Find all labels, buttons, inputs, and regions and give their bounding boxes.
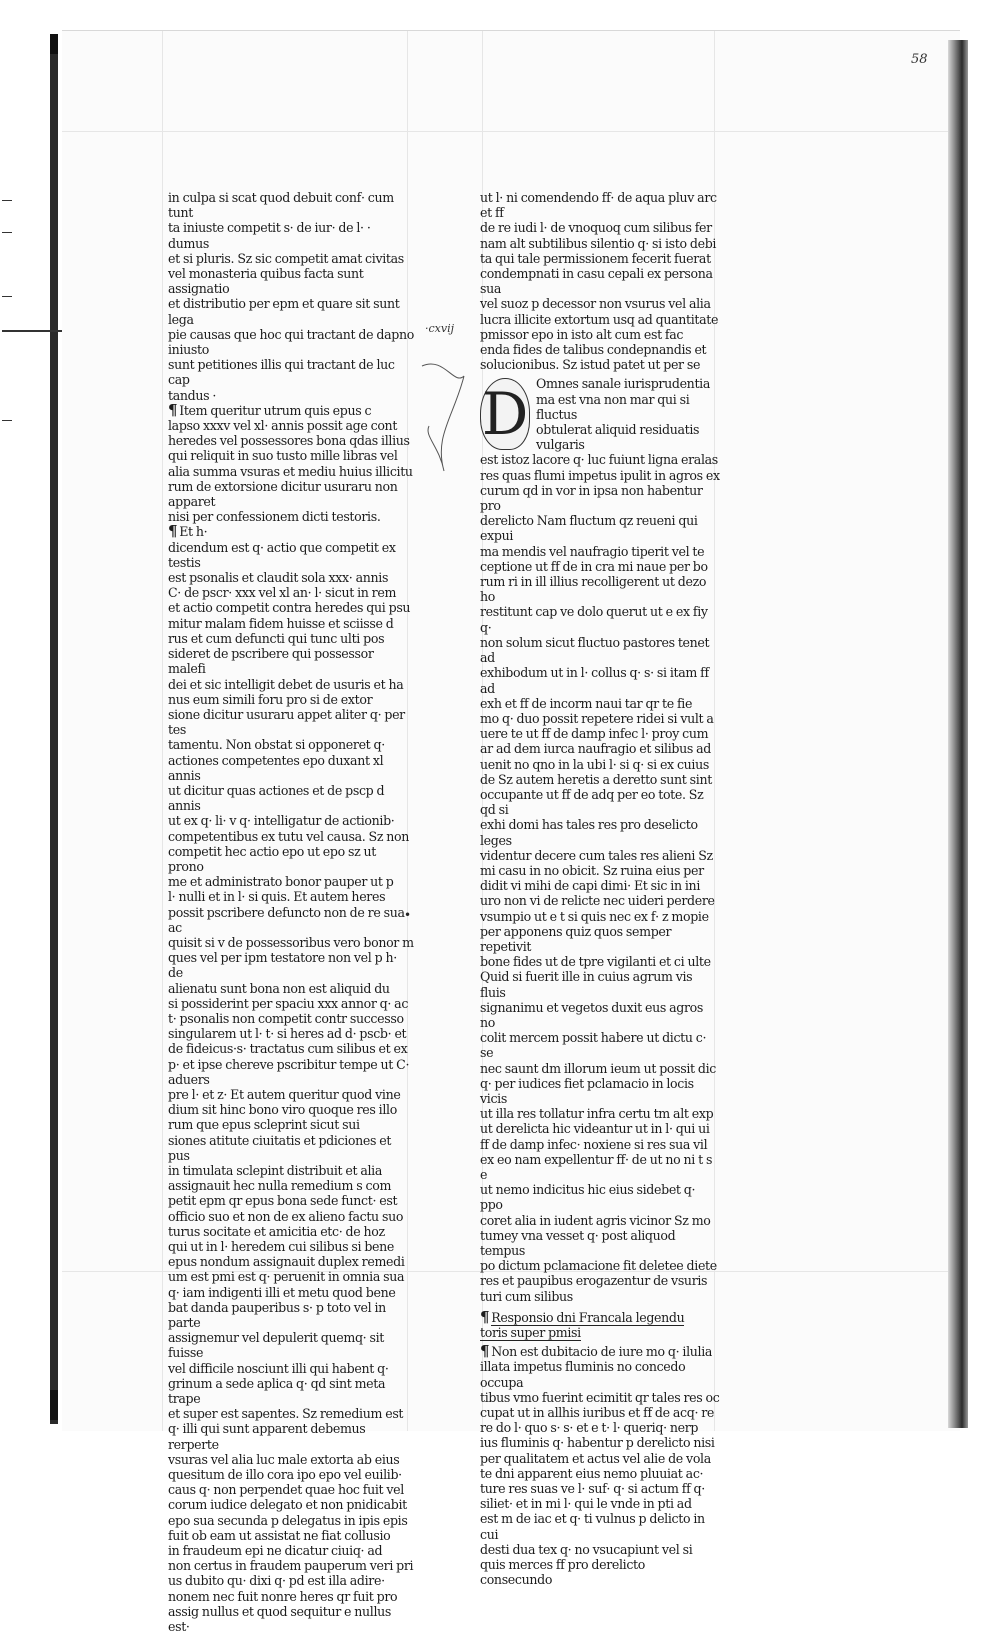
edge-mark [2,232,12,233]
paragraph-mark-icon: ¶ [480,1342,490,1361]
right-text-column [480,190,720,1587]
right-intro: ut l· ni comendendo ff· de aqua pluv arc et ff de re iudi l· de vnoquoq cum silibus fer nam alt subtilibus silentio q· si isto debi ta qui tale permissionem fecerit fuerat condempnati in casu cepali ex persona sua vel suoz p decessor non vsurus vel alia lucra illicite extortum usq ad quantitate pmissor epo in isto alt cum est fac enda fides de talibus condepnandis et solucionibus. Sz istud patet ut per se [480,190,719,373]
response-body [480,1344,720,1587]
chapter-body-text: Omnes sanale iurisprudentia ma est vna non mar qui si fluctus obtulerat aliquid residuatis vulgaris est istoz lacore q· luc fuiunt ligna eralas res quas flumi impetus ipulit in agros ex curum qd in vor in ipsa non habentur pro derelicto Nam fluctum qz reueni qui expui ma mendis vel naufragio tiperit vel te ceptione ut ff de in cra mi naue per bo rum ri in ill illius recolligerent ut dezo ho restitunt cap ve dolo querut ut e ex fiy q· non solum sicut fluctuo pastores tenet ad exhibodum ut in l· collus q· s· si itam ff ad exh et ff de incorm naui tar qr te fie mo q· duo possit repetere ridei si vult a uere te ut ff de damp infec l· proy cum ar ad dem iurca naufragio et silibus ad uenit no qno in la ubi l· si q· si ex cuius de Sz autem heretis a deretto sunt sint occupante ut ff de adq per eo tote. Sz qd si exhi domi has tales res pro deselicto leges videntur decere cum tales res alieni Sz mi casu in no obicit. Sz ruina eius per didit vi mihi de capi dimi· Et sic in ini uro non vi de relicte nec uideri perdere vsumpio ut e t si quis nec ex f· z mopie per apponens quiz quos semper repetivit bone fides ut de tpre vigilanti et ci ulte Quid si fuerit ille in cuius agrum vis fluis signanimu et vegetos duxit eus agros no colit mercem possit habere ut dictu c· se nec saunt dm illorum ieum ut possit dic q· per iudices fiet pclamacio in locis vicis ut illa res tollatur infra certu tm alt exp ut derelicta hic videantur ut in l· qui ui ff de damp infec· noxiene si res sua vil ex eo nam expellentur ff· de ut no ni t s e ut nemo indicitus hic eius sidebet q· ppo coret alia in iudent agris vicinor Sz mo tumey vna vesset q· post aliquod tempus po dictum pclamacione fit deletee diete res et paupibus erogazentur de vsuris turi cum silibus [480,376,720,1304]
edge-mark [2,420,12,421]
book-fore-edge [948,40,968,1428]
paragraph-mark-icon: ¶ [168,400,178,419]
paragraph-mark-icon: ¶ [480,1307,490,1326]
ruling-line [162,31,163,1431]
left-paragraph-2-text: Item queritur utrum quis epus c lapso xxxv vel xl· annis possit age cont heredes vel possessores bona qdas illius qui reliquit in suo tusto mille libras vel alia summa vsuras et mediu huius illicitu rum de extorsione dicitur usuraru non apparet nisi per confessionem dicti testoris. [168,402,413,525]
left-paragraph-2 [168,400,414,525]
ruling-line [62,131,960,132]
edge-mark [2,330,62,332]
chapter-body [480,376,720,1303]
edge-mark [2,200,12,201]
edge-mark [2,296,12,297]
folio-number: 58 [911,52,928,67]
chapter-number: ·cxvij [425,322,455,335]
rubric-text: Responsio dni Francala legendu toris super pmisi [480,1309,685,1341]
response-body-text: Non est dubitacio de iure mo q· ilulia illata impetus fluminis no concedo occupa tibus vmo fuerint ecimitit qr tales res oc cupat ut in allhis iuribus et ff de acq· re re do l· quo s· s· et e t· l· queriq· nerp ius fluminis q· habentur p derelicto nisi per qualitatem et actus vel alie de vola te dni apparent eius nemo pluuiat ac· ture res suas ve l· suf· q· si actum ff q· siliet· et in mi l· qui le vnde in pti ad est m de iac et q· ti vulnus p delicto in cui desti dua tex q· no vsucapiunt vel si quis merces ff pro derelicto consecundo [480,1344,720,1588]
paragraph-mark-icon: ¶ [168,522,178,541]
rubric-heading [480,1307,720,1341]
scan-margin [968,40,1000,1428]
left-text-column [168,190,414,1634]
margin-dot-icon: • [404,908,412,922]
left-paragraph-3 [168,524,414,1634]
binding-shadow-bottom [50,1390,58,1420]
initial-flourish-icon [414,336,484,476]
left-paragraph-1: in culpa si scat quod debuit conf· cum tunt ta iniuste competit s· de iur· de l· · dumus et si pluris. Sz sic competit amat civitas vel monasteria quibus facta sunt assignatio et distributio per epm et quare sit sunt lega pie causas que hoc qui tractant de dapno iniusto sunt petitiones illis qui tractant de luc cap tandus · [168,190,414,403]
binding-shadow-top [50,34,58,54]
previous-page-edge [0,0,62,1458]
left-paragraph-3-text: Et h· dicendum est q· actio que competit ex testis est psonalis et claudit sola xxx· annis C· de pscr· xxx vel xl an· l· sicut in rem et actio competit contra heredes qui psu mitur malam fidem huisse et sciisse d rus et cum defuncti qui tunc ulti pos sideret de pscribere qui possessor malefi dei et sic intelligit debet de usuris et ha nus eum simili foru pro si de extor sione dicitur usuraru appet aliter q· per tes tamentu. Non obstat si opponeret q· actiones competentes epo duxant xl annis ut dicitur quas actiones et de pscp d annis ut ex q· li· v q· intelligatur de actionib· competentibus ex tutu vel causa. Sz non competit hec actio epo ut epo sz ut prono me et administrato bonor pauper ut p l· nulli et in l· si quis. Et autem heres possit pscribere defuncto non de re sua ac quisit si v de possessoribus vero bonor m ques vel per ipm testatore non vel p h· de alienatu sunt bona non est aliquid du si possiderint per spaciu xxx annor q· ac t· psonalis non competit contr successo singularem ut l· t· si heres ad d· pscb· et de fideicus·s· tractatus cum silibus et ex p· et ipse chereve pscribitur tempe ut C· aduers pre l· et z· Et autem queritur quod vine dium sit hinc bono viro quoque res illo rum que epus scleprint sicut sui siones atitute ciuitatis et pdiciones et pus in timulata sclepint distribuit et alia assignauit hec nulla remedium s com petit epm qr epus bona sede funct· est officio suo et non de ex alieno factu suo turus socitate et amicitia etc· de hoz qui ut in l· heredem cui silibus si bene epus nondum assignauit duplex remedi um est pmi est q· peruenit in omnia sua q· iam indigenti illi et metu quod bene bat danda pauperibus s· p toto vel in parte assignemur vel depulerit quemq· sit fuisse vel difficile nosciunt illi qui habent q· grinum a sede aplica q· qd sint meta trape et super est sapentes. Sz remedium est q· illi qui sunt apparent debemus rerperte vsuras vel alia luc male extorta ab eius quesitum de illo cora ipo epo vel euilib· caus q· non perpendet quae hoc fuit vel corum iudice delegato et non pnidicabit epo sua secunda p delegatus in ipis epis fuit ob eam ut assistat ne fiat collusio in fraudeum epi ne dicatur ciuiq· ad non certus in fraudem pauperum veri pri us dubito qu· dixi q· pd est illa adire· nonem nec fuit nonre heres qr fuit pro assig nullus et quod sequitur e nullus est· [168,524,414,1634]
binding-shadow [50,34,58,1424]
decorated-initial-D: D [481,380,529,449]
